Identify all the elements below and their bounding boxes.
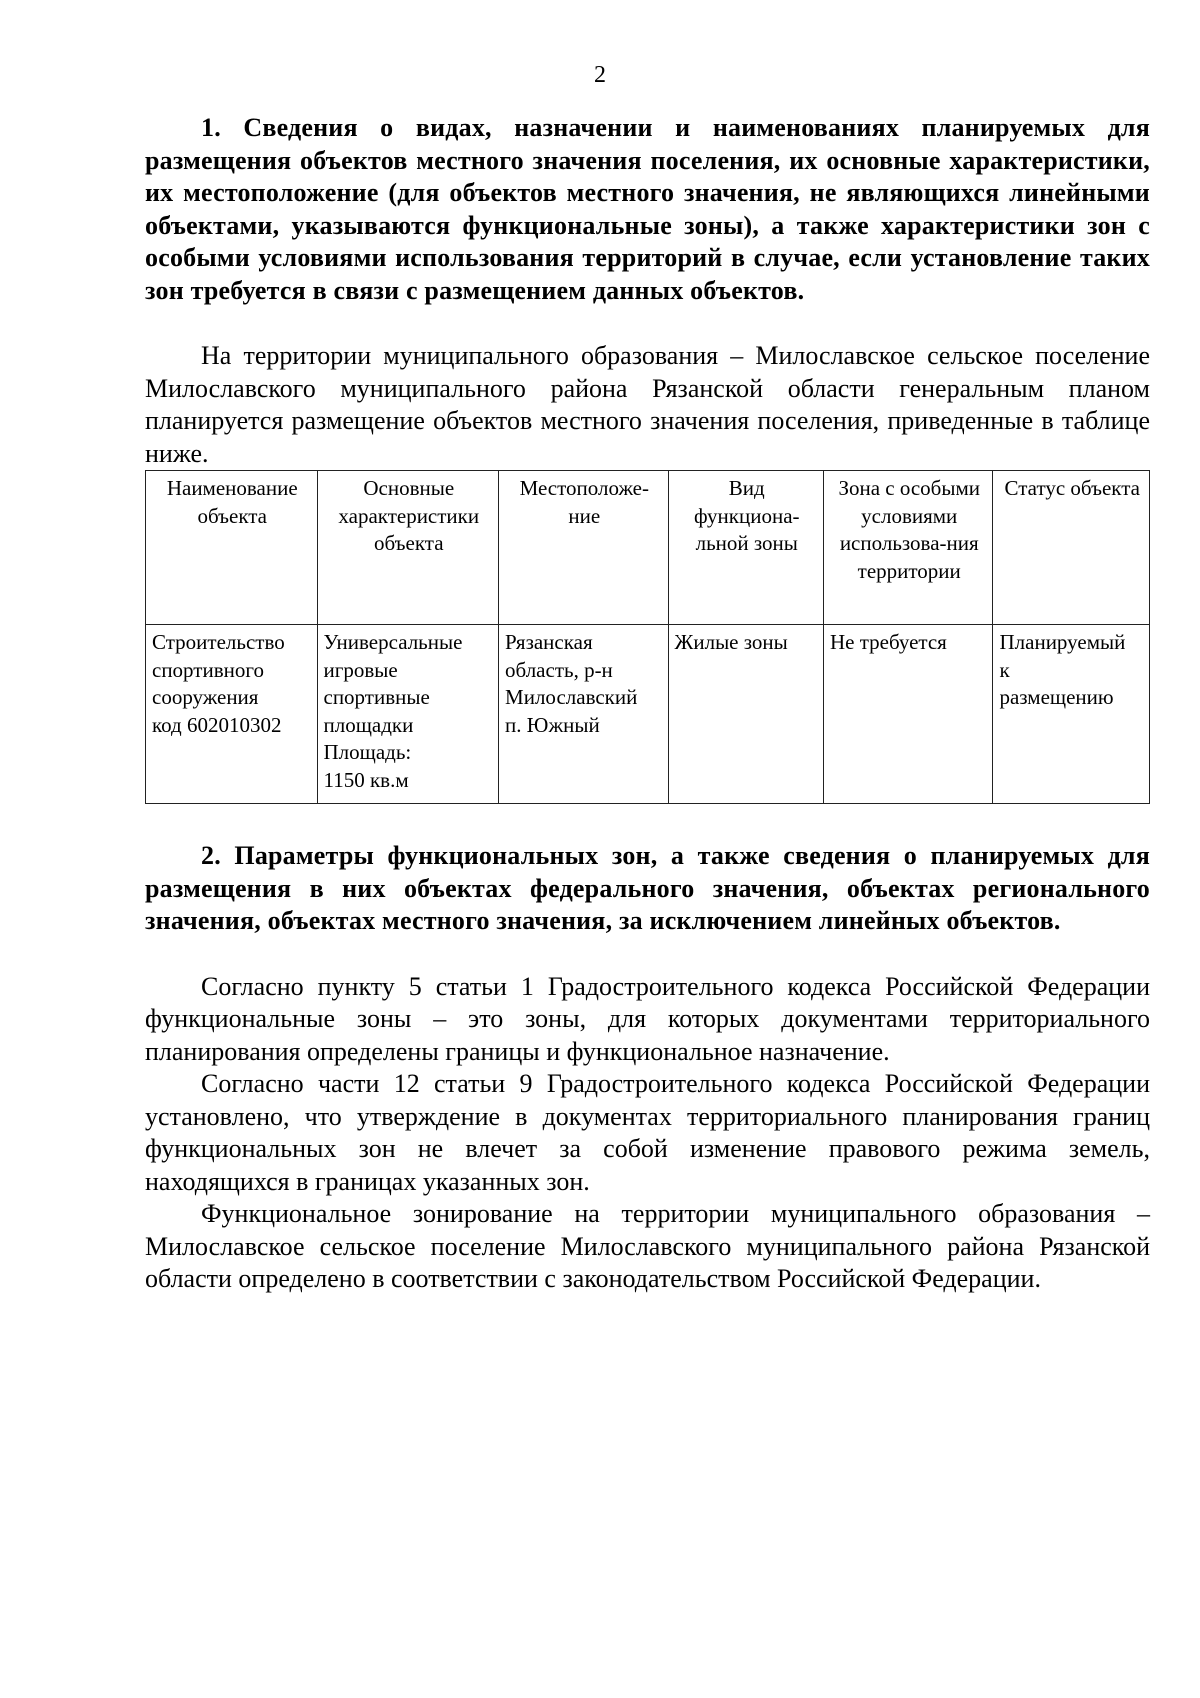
section-2-heading: 2. Параметры функциональных зон, а также сведения о планируемых для размещения в них объектах федерального значения, объектах регионального значения, объектах местного значения, за исключением линейных объектов. — [145, 841, 1150, 935]
cell-special-zone: Не требуется — [823, 625, 993, 804]
cell-line: Планируемый — [999, 630, 1126, 654]
table-row — [146, 625, 1150, 804]
planned-objects-table — [145, 470, 1150, 804]
header-status: Статус объекта — [993, 471, 1150, 625]
cell-object-name — [146, 625, 318, 804]
cell-line: код 602010302 — [152, 712, 282, 737]
cell-line: Строительство — [152, 630, 285, 654]
cell-line: игровые — [323, 657, 398, 682]
section-2-paragraph-2: Согласно части 12 статьи 9 Градостроительного кодекса Российской Федерации установлено, что утверждение в документах территориального планирования границ функциональных зон не влечет за собой изменение правового режима земель, находящихся в границах указанных зон. — [145, 1069, 1150, 1196]
section-1-heading: 1. Сведения о видах, назначении и наименованиях планируемых для размещения объектов местного значения поселения, их основные характеристики, их местоположение (для объектов местного значения, не являющихся линейными объектами, указываются функциональные зоны), а также характеристики зон с особыми условиями использования территорий в случае, если установление таких зон требуется в связи с размещением данных объектов. — [145, 113, 1150, 305]
header-object-name: Наименование объекта — [146, 471, 318, 625]
cell-line: п. Южный — [505, 712, 600, 737]
cell-line: спортивные — [323, 685, 430, 709]
header-special-zone: Зона с особыми условиями использова-ния территории — [823, 471, 993, 625]
document-body — [145, 112, 1150, 1296]
cell-status — [993, 625, 1150, 804]
cell-zone-type: Жилые зоны — [668, 625, 823, 804]
cell-line: к — [999, 657, 1010, 682]
cell-line: Универсальные — [323, 630, 463, 654]
cell-line: Площадь: — [323, 740, 412, 764]
header-characteristics: Основные характеристики объекта — [317, 471, 499, 625]
cell-line: область, р-н — [505, 657, 613, 682]
cell-location — [499, 625, 669, 804]
cell-line: сооружения — [152, 685, 259, 709]
section-1-intro: На территории муниципального образования – Милославское сельское поселение Милославского муниципального района Рязанской области генеральным планом планируется размещение объектов местного значения поселения, приведенные в таблице ниже. — [145, 341, 1150, 468]
cell-characteristics — [317, 625, 499, 804]
table-header-row — [146, 471, 1150, 625]
cell-line: размещению — [999, 685, 1114, 709]
cell-line: Рязанская — [505, 630, 593, 654]
header-zone-type: Вид функциона-льной зоны — [668, 471, 823, 625]
page-number: 2 — [594, 62, 606, 88]
cell-line: Милославский — [505, 685, 638, 709]
cell-line: площадки — [323, 712, 414, 737]
cell-line: спортивного — [152, 657, 264, 682]
header-location: Местоположе-ние — [499, 471, 669, 625]
section-2-paragraph-1: Согласно пункту 5 статьи 1 Градостроительного кодекса Российской Федерации функциональные зоны – это зоны, для которых документами территориального планирования определены границы и функциональное назначение. — [145, 971, 1150, 1066]
section-2-paragraph-3: Функциональное зонирование на территории муниципального образования – Милославское сельское поселение Милославского муниципального района Рязанской области определено в соответствии с законодательством Российской Федерации. — [145, 1199, 1150, 1293]
cell-line: 1150 кв.м — [323, 767, 409, 792]
